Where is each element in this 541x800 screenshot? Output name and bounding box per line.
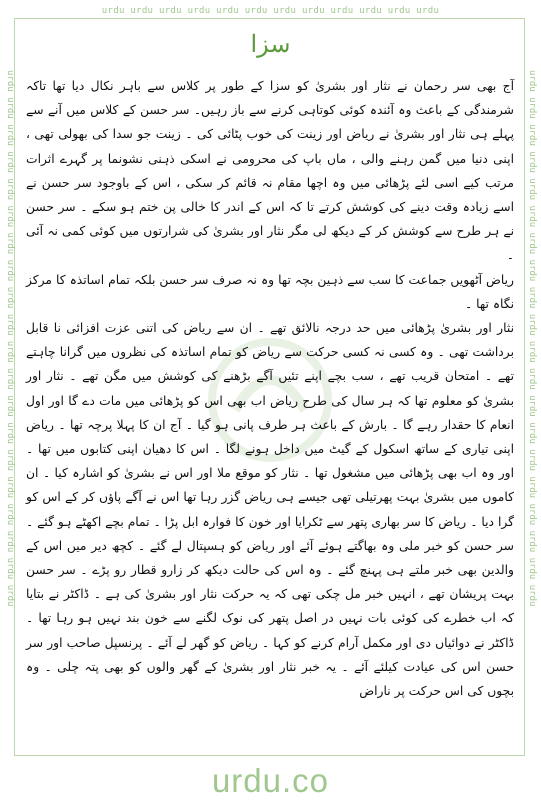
site-logo[interactable]: urdu.co	[211, 762, 330, 799]
right-border-pattern: urdu urdu urdu urdu urdu urdu urdu urdu urdu urdu urdu urdu urdu urdu urdu urdu urdu urdu urdu urdu	[527, 70, 537, 607]
article-title: سزا	[250, 30, 291, 58]
top-border-pattern: urdu urdu urdu urdu urdu urdu urdu urdu urdu urdu urdu urdu	[101, 6, 440, 16]
article-paragraph: نثار اور بشریٰ پڑھائی میں حد درجہ نالائق تھے ۔ ان سے ریاض کی اتنی عزت افزائی نا قابل برداشت تھی ۔ وہ کسی نہ کسی حرکت سے ریاض کو تمام اساتذہ کی نظروں میں گرانا چاہتے تھے ۔ امتحان قریب تھے ، سب بچے اپنے تئیں آگے بڑھنے کی کوشش میں مگن تھے ۔ نثار اور بشریٰ کو معلوم تھا کہ ہر سال کی طرح ریاض اب بھی اس کو پڑھائی میں مات دے گا اور اول انعام کا حقدار رہے گا ۔ بارش کے باعث ہر طرف پانی ہو گیا ۔ آج ان کا پہلا پرچہ تھا ۔ ریاض اپنی تیاری کے ساتھ اسکول کے گیٹ میں داخل ہونے لگا ۔ اس کا دھیان اپنی کتابوں میں تھا ۔ اور وہ اب بھی پڑھائی میں مشغول تھا ۔ نثار کو موقع ملا اور اس نے بشریٰ کو اشارہ کیا ۔ ان کاموں میں بشریٰ بہت پھرتیلی تھی جیسے ہی ریاض گزر رہا تھا اس نے آگے پاؤں کر کے اس کو گرا دیا ۔ ریاض کا سر بھاری پتھر سے ٹکرایا اور خون کا فوارہ ابل پڑا ۔ تمام بچے اکھٹے ہو گئے ۔ سر حسن کو خبر ملی وہ بھاگتے ہوئے آئے اور ریاض کو ہسپتال لے گئے ۔ کچھ دیر میں اس کے والدین بھی خبر ملتے ہی پہنچ گئے ۔ وہ اس کی حالت دیکھ کر زارو قطار رو پڑے ۔ سر حسن بہت پریشان تھے ، انہیں خبر مل چکی تھی کہ یہ حرکت نثار اور بشریٰ کی ہے ۔ ڈاکٹر نے بتایا کہ اب خطرے کی کوئی بات نہیں در اصل پتھر کی نوک لگنے سے خون بند نہیں ہو رہا تھا ۔ ڈاکٹر نے دوائیاں دی اور مکمل آرام کرنے کو کہا ۔ ریاض کو گھر لے آئے ۔ پرنسپل صاحب اور سر حسن اس کی عیادت کیلئے آئے ۔ یہ خبر نثار اور بشریٰ کے گھر والوں کو بھی پتہ چلی ۔ وہ بچوں کی اس حرکت پر ناراض	[26, 321, 514, 699]
article-paragraph: آج بھی سر رحمان نے نثار اور بشریٰ کو سزا کے طور پر کلاس سے باہر نکال دیا تھا تاکہ شرمندگی کے باعث وہ آئندہ کوئی کوتاہی کرنے سے باز رہیں۔ سر حسن کے کلاس میں آنے سے پہلے ہی نثار اور بشریٰ نے ریاض اور زینت کی خوب پٹائی کی ۔ زینت جو سدا کی بھولی تھی ، اپنی دنیا میں گمن رہنے والی ، ماں باپ کی محرومی نے اسکی ذہنی نشونما پر گہرے اثرات مرتب کیے اسی لئے پڑھائی میں وہ اچھا مقام نہ قائم کر سکی ، اس کے باوجود سر حسن نے اسے زیادہ وقت دینے کی کوشش کرتے تا کہ اس کے اندر کا خالی پن ختم ہو سکے ۔ سر حسن نے ہر طرح سے کوشش کر کے دیکھ لی مگر نثار اور بشریٰ کی شرارتوں میں کوئی کمی نہ آئی ۔	[26, 79, 514, 263]
article-paragraph: ریاض آٹھویں جماعت کا سب سے ذہین بچہ تھا وہ نہ صرف سر حسن بلکہ تمام اساتذہ کا مرکز نگاہ تھا ۔	[26, 272, 514, 311]
left-border-pattern: urdu urdu urdu urdu urdu urdu urdu urdu urdu urdu urdu urdu urdu urdu urdu urdu urdu urdu urdu urdu	[5, 70, 15, 607]
article-body	[26, 74, 514, 750]
